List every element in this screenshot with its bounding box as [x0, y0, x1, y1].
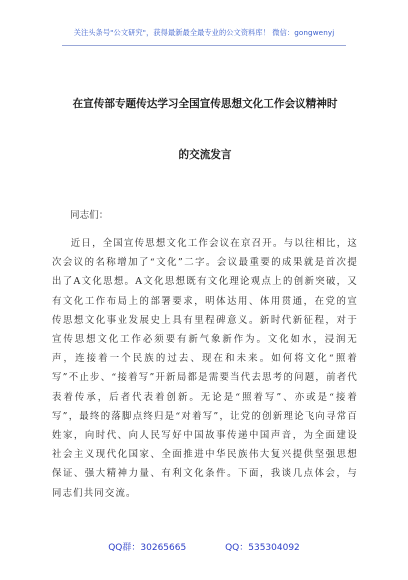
document-title-line-2: 的交流发言 [178, 149, 232, 161]
salutation: 同志们： [70, 210, 109, 221]
footer-qq-group: QQ群：30265665 [108, 543, 187, 553]
header-divider [62, 45, 346, 46]
document-title-line-1: 在宣传部专题传达学习全国宣传思想文化工作会议精神时 [72, 98, 338, 110]
body-paragraph: 近日，全国宣传思想文化工作会议在京召开。与以往相比，这次会议的名称增加了“文化”二字。会议最重要的成果就是首次提出了A文化思想。A文化思想既有文化理论观点上的创新突破，又有文化工作布局上的部署要求，明体达用、体用贯通，在党的宣传思想文化事业发展史上具有里程碑意义。新时代新征程，对于宣传思想文化工作必须要有新气象新作为。文化如水，浸润无声，连接着一个民族的过去、现在和未来。如何将文化“照着写”不止步、“接着写”开新局都是需要当代去思考的问题，前者代表着传承，后者代表着创新。无论是“照着写”、亦或是“接着写”，最终的落脚点终归是“对着写”，让党的创新理论飞向寻常百姓家，向时代、向人民写好中国故事传递中国声音，为全面建设社会主义现代化国家、全面推进中华民族伟大复兴提供坚强思想保证、强大精神力量、有利文化条件。下面，我谈几点体会，与同志们共同交流。 [52, 238, 358, 499]
footer [0, 540, 408, 553]
header-banner: 关注头条号"公文研究"，获得最新最全最专业的公文资料库！ 微信：gongwenyj [73, 28, 335, 37]
footer-qq: QQ：535304092 [225, 543, 300, 553]
